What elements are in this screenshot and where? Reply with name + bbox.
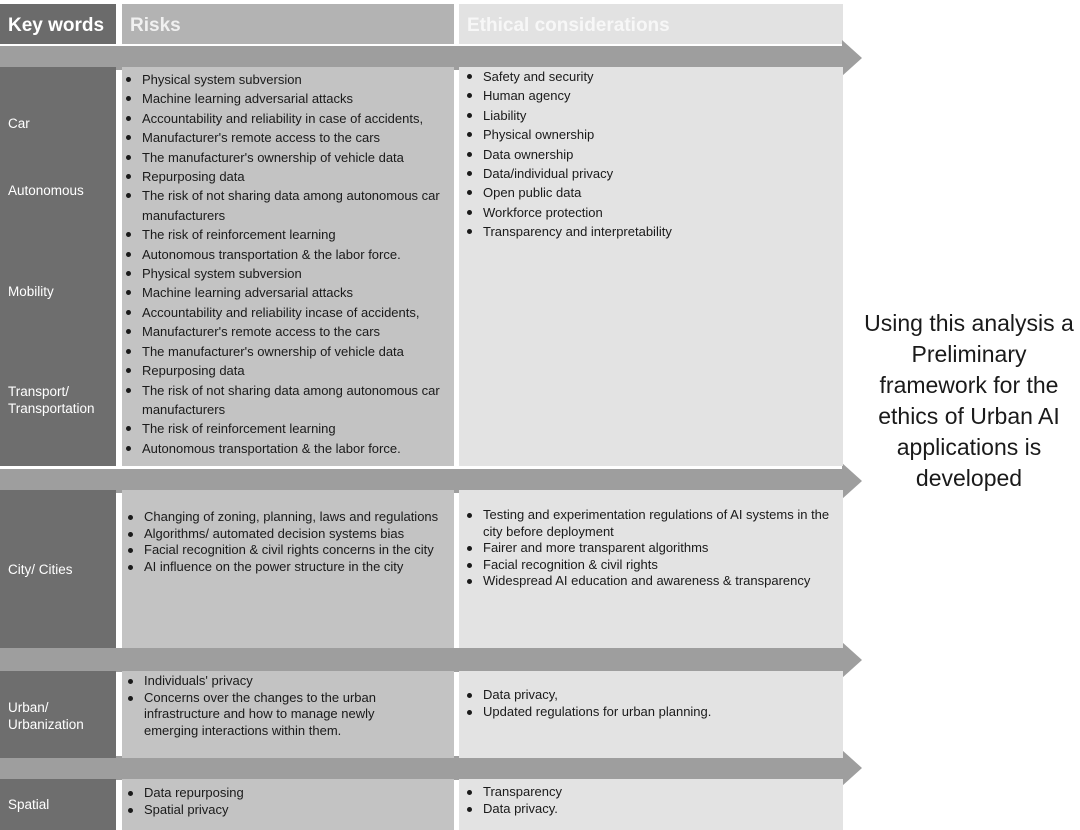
list-item: Liability bbox=[465, 106, 839, 125]
list-item: Data repurposing bbox=[126, 785, 450, 802]
list-item: Data/individual privacy bbox=[465, 164, 839, 183]
list-item: Accountability and reliability incase of accidents, bbox=[124, 303, 450, 322]
list-item: The risk of reinforcement learning bbox=[124, 419, 450, 438]
list-item: Human agency bbox=[465, 86, 839, 105]
list-item: Open public data bbox=[465, 183, 839, 202]
list-item: Spatial privacy bbox=[126, 802, 450, 819]
keyword-transport: Transport/ Transportation bbox=[8, 384, 95, 416]
ethics-list-transport bbox=[465, 67, 839, 242]
list-item: Physical system subversion bbox=[124, 264, 450, 283]
risks-cell-transport bbox=[122, 67, 454, 466]
header-ethical-considerations: Ethical considerations bbox=[459, 4, 843, 44]
list-item: AI influence on the power structure in the city bbox=[126, 559, 440, 576]
risks-list-urban bbox=[126, 673, 420, 739]
list-item: Machine learning adversarial attacks bbox=[124, 89, 450, 108]
list-item: Concerns over the changes to the urban infrastructure and how to manage newly emerging interactions within them. bbox=[126, 690, 420, 740]
risks-list-transport bbox=[124, 70, 450, 458]
list-item: Fairer and more transparent algorithms bbox=[465, 540, 839, 557]
list-item: Manufacturer's remote access to the cars bbox=[124, 128, 450, 147]
list-item: Data ownership bbox=[465, 145, 839, 164]
list-item: Autonomous transportation & the labor force. bbox=[124, 245, 450, 264]
list-item: Widespread AI education and awareness & transparency bbox=[465, 573, 839, 590]
list-item: Updated regulations for urban planning. bbox=[465, 704, 839, 721]
list-item: Transparency bbox=[465, 784, 839, 801]
keyword-urban: Urban/ Urbanization bbox=[8, 700, 84, 732]
risks-cell-city bbox=[122, 490, 454, 648]
risks-cell-spatial bbox=[122, 779, 454, 830]
header-risks: Risks bbox=[122, 4, 454, 44]
list-item: Repurposing data bbox=[124, 361, 450, 380]
list-item: Changing of zoning, planning, laws and regulations bbox=[126, 509, 440, 526]
ethics-cell-transport bbox=[459, 67, 843, 466]
keyword-autonomous: Autonomous bbox=[8, 183, 84, 198]
list-item: The manufacturer's ownership of vehicle data bbox=[124, 148, 450, 167]
list-item: Testing and experimentation regulations of AI systems in the city before deployment bbox=[465, 507, 839, 540]
list-item: Autonomous transportation & the labor force. bbox=[124, 439, 450, 458]
ethics-cell-spatial bbox=[459, 779, 843, 830]
risks-cell-urban bbox=[122, 671, 454, 758]
list-item: The manufacturer's ownership of vehicle data bbox=[124, 342, 450, 361]
list-item: Repurposing data bbox=[124, 167, 450, 186]
list-item: Algorithms/ automated decision systems bias bbox=[126, 526, 440, 543]
list-item: The risk of not sharing data among autonomous car manufacturers bbox=[124, 186, 450, 225]
list-item: Data privacy. bbox=[465, 801, 839, 818]
list-item: Facial recognition & civil rights bbox=[465, 557, 839, 574]
risks-list-city bbox=[126, 509, 440, 575]
keyword-car: Car bbox=[8, 116, 30, 131]
ethics-list-spatial bbox=[465, 784, 839, 817]
list-item: Accountability and reliability in case of accidents, bbox=[124, 109, 450, 128]
list-item: Individuals' privacy bbox=[126, 673, 420, 690]
risks-list-spatial bbox=[126, 785, 450, 818]
header-keywords: Key words bbox=[0, 4, 116, 44]
list-item: Physical system subversion bbox=[124, 70, 450, 89]
ethics-list-urban bbox=[465, 687, 839, 720]
list-item: The risk of reinforcement learning bbox=[124, 225, 450, 244]
keyword-spatial: Spatial bbox=[8, 797, 50, 812]
list-item: Physical ownership bbox=[465, 125, 839, 144]
list-item: Machine learning adversarial attacks bbox=[124, 283, 450, 302]
ethics-cell-city bbox=[459, 490, 843, 648]
conclusion-text: Using this analysis a Preliminary framework for the ethics of Urban AI applications is developed bbox=[864, 310, 1074, 491]
list-item: Data privacy, bbox=[465, 687, 839, 704]
keyword-city: City/ Cities bbox=[8, 562, 73, 577]
list-item: Facial recognition & civil rights concerns in the city bbox=[126, 542, 440, 559]
keyword-mobility: Mobility bbox=[8, 284, 54, 299]
list-item: Manufacturer's remote access to the cars bbox=[124, 322, 450, 341]
list-item: The risk of not sharing data among autonomous car manufacturers bbox=[124, 381, 450, 420]
list-item: Safety and security bbox=[465, 67, 839, 86]
ethics-list-city bbox=[465, 507, 839, 590]
list-item: Workforce protection bbox=[465, 203, 839, 222]
ethics-cell-urban bbox=[459, 671, 843, 758]
list-item: Transparency and interpretability bbox=[465, 222, 839, 241]
